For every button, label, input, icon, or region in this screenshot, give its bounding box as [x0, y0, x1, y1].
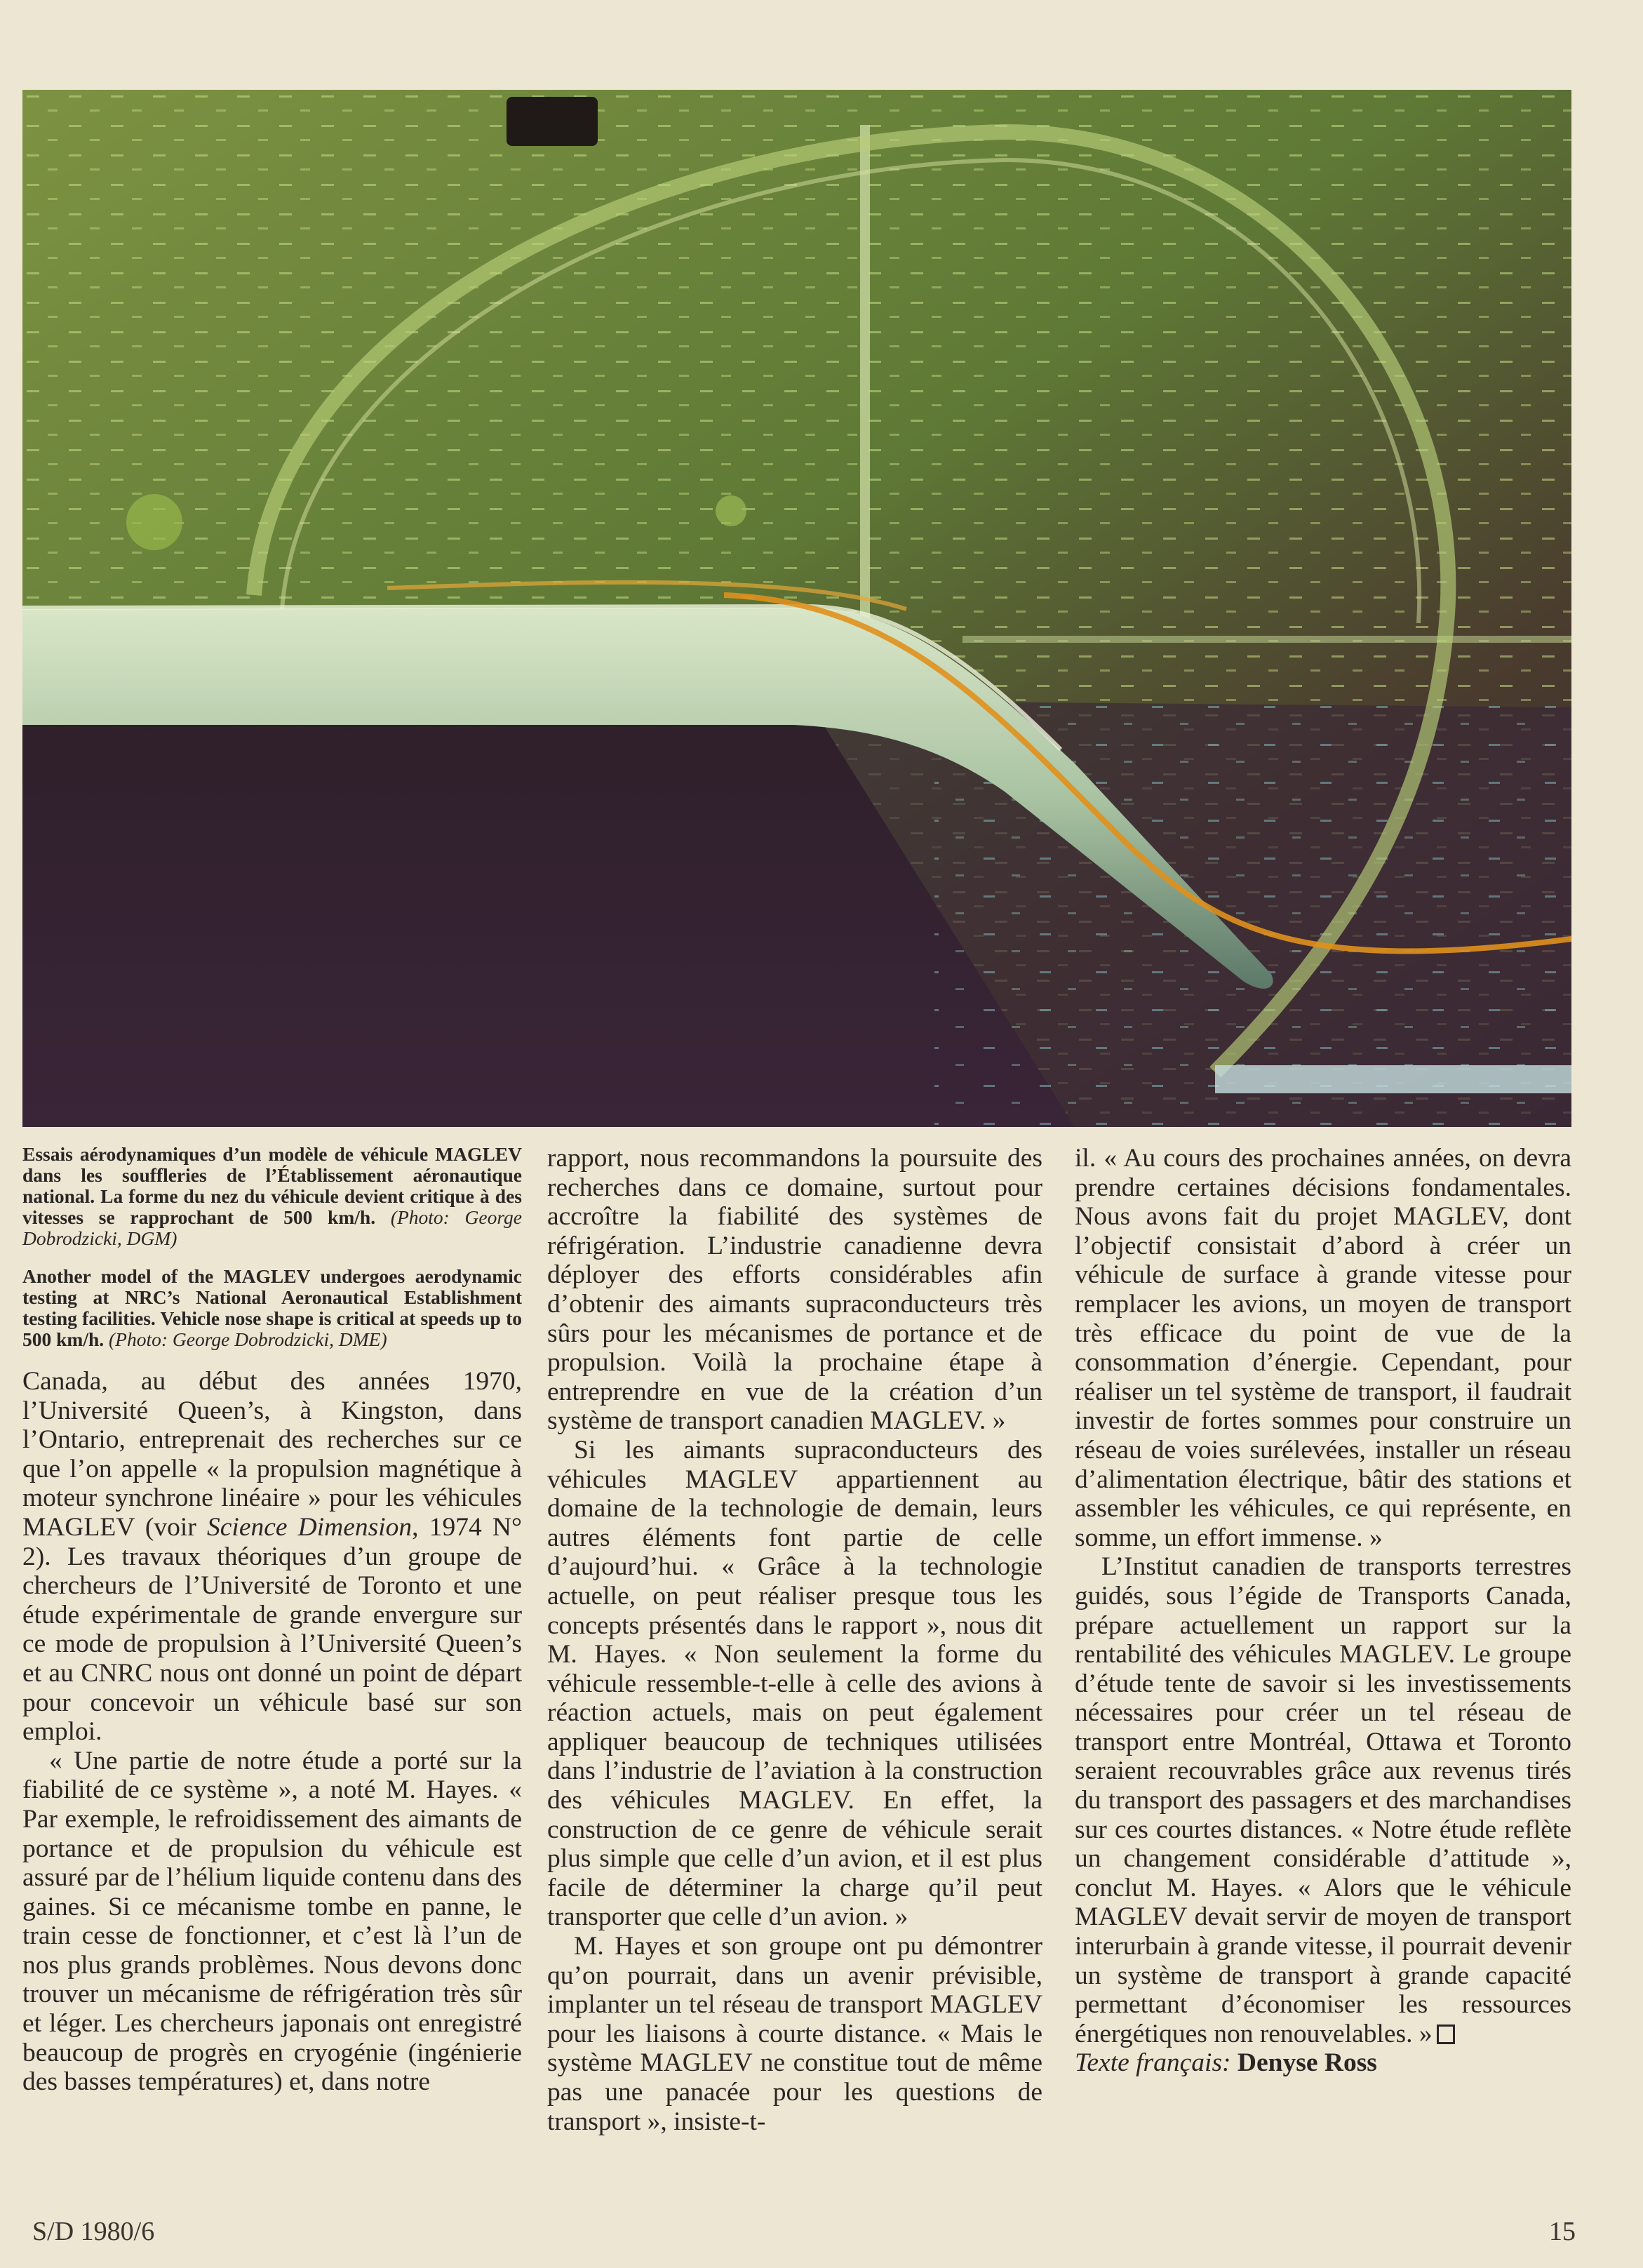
caption-french-text: Essais aérodynamiques d’un modèle de véhicule MAGLEV dans les souffleries de l’Établissement aéronautique national. La forme du nez du véhicule devient critique à des vitesses se rapprochant de 500 km/h. [22, 1143, 522, 1228]
translation-credit [1075, 2048, 1571, 2078]
text-column-3 [1075, 1144, 1571, 2078]
paragraph: Canada, au début des années 1970, l’Université Queen’s, à Kingston, dans l’Ontario, entreprenait des recherches sur ce que l’on appelle « la propulsion magnétique à moteur synchrone linéaire » pour les véhicules MAGLEV (voir Science Dimension, 1974 N° 2). Les travaux théoriques d’un groupe de chercheurs de l’Université de Toronto et une étude expérimentale de grande envergure sur ce mode de propulsion à l’Université Queen’s et au CNRC nous ont donné un point de départ pour concevoir un véhicule basé sur son emploi. [22, 1367, 522, 1747]
text-column-1 [22, 1144, 522, 2097]
paragraph: L’Institut canadien de transports terrestres guidés, sous l’égide de Transports Canada, prépare actuellement un rapport sur la rentabilité des véhicules MAGLEV. Le groupe d’étude tente de savoir si les investissements nécessaires pour créer un tel réseau de transport entre Montréal, Ottawa et Toronto seraient recouvrables grâce aux revenus tirés du transport des passagers et des marchandises sur ces courtes distances. « Notre étude reflète un changement considérable d’attitude », conclut M. Hayes. « Alors que le véhicule MAGLEV devait servir de moyen de transport interurbain à grande vitesse, il pourrait devenir un système de transport à grande capacité permettant d’économiser les ressources énergétiques non renouvelables. » [1075, 1552, 1571, 2048]
translator-name: Denyse Ross [1237, 2048, 1377, 2078]
caption-french-credit: (Photo: George Dobrodzicki, DGM) [22, 1206, 522, 1249]
photo-caption-english [22, 1266, 522, 1350]
page-number: 15 [1549, 2217, 1576, 2246]
maglev-model-photo [22, 90, 1571, 1127]
journal-reference: Science Dimension [207, 1512, 413, 1542]
paragraph: « Une partie de notre étude a porté sur la fiabilité de ce système », a noté M. Hayes. « Par exemple, le refroidissement des aimants de portance et de propulsion du véhicule est assuré par de l’hélium liquide contenu dans des gaines. Si ce mécanisme tombe en panne, le train cesse de fonctionner, et c’est là l’un de nos plus grands problèmes. Nous devons donc trouver un mécanisme de réfrigération très sûr et léger. Les chercheurs japonais ont enregistré beaucoup de progrès en cryogénie (ingénierie des basses températures) et, dans notre [22, 1746, 522, 2097]
photo-caption-french [22, 1144, 522, 1249]
paragraph: M. Hayes et son groupe ont pu démontrer qu’on pourrait, dans un avenir prévisible, implanter un tel réseau de transport MAGLEV pour les liaisons à courte distance. « Mais le système MAGLEV ne constitue tout de même pas une panacée pour les questions de transport », insiste-t- [547, 1932, 1042, 2136]
paragraph: rapport, nous recommandons la poursuite des recherches dans ce domaine, surtout pour accroître la fiabilité des systèmes de réfrigération. L’industrie canadienne devra déployer des efforts considérables afin d’obtenir des aimants supraconducteurs très sûrs pour les mécanismes de portance et de propulsion. Voilà la prochaine étape à entreprendre en vue de la création d’un système de transport canadien MAGLEV. » [547, 1144, 1042, 1436]
caption-english-credit: (Photo: George Dobrodzicki, DME) [109, 1328, 387, 1350]
paragraph: Si les aimants supraconducteurs des véhicules MAGLEV appartiennent au domaine de la technologie de demain, leurs autres éléments font partie de celle d’aujourd’hui. « Grâce à la technologie actuelle, on peut réaliser presque tous les concepts présentés dans le rapport », nous dit M. Hayes. « Non seulement la forme du véhicule ressemble-t-elle à celle des avions à réaction actuels, mais on peut également appliquer beaucoup de techniques utilisées dans l’industrie de l’aviation à la construction des véhicules MAGLEV. En effet, la construction de ce genre de véhicule serait plus simple que celle d’un avion, et il est plus facile de déterminer la charge qu’il peut transporter que celle d’un avion. » [547, 1435, 1042, 1932]
caption-english-text: Another model of the MAGLEV undergoes aerodynamic testing at NRC’s National Aeronautical Establishment testing facilities. Vehicle nose shape is critical at speeds up to 500 km/h. [22, 1265, 522, 1350]
issue-footer: S/D 1980/6 [32, 2217, 155, 2246]
wind-tunnel-photo [22, 90, 1571, 1127]
paragraph: il. « Au cours des prochaines années, on devra prendre certaines décisions fondamentales. Nous avons fait du projet MAGLEV, dont l’objectif consistait d’abord à créer un véhicule de surface à grande vitesse pour remplacer les avions, un moyen de transport très efficace du point de vue de la consommation d’énergie. Cependant, pour réaliser un tel système de transport, il faudrait investir de fortes sommes pour construire un réseau de voies surélevées, installer un réseau d’alimentation électrique, bâtir des stations et assembler les véhicules, ce qui représente, en somme, un effort immense. » [1075, 1144, 1571, 1552]
end-of-article-box-icon [1437, 2024, 1455, 2044]
translation-label: Texte français: [1075, 2048, 1231, 2078]
text-column-2 [547, 1144, 1042, 2136]
